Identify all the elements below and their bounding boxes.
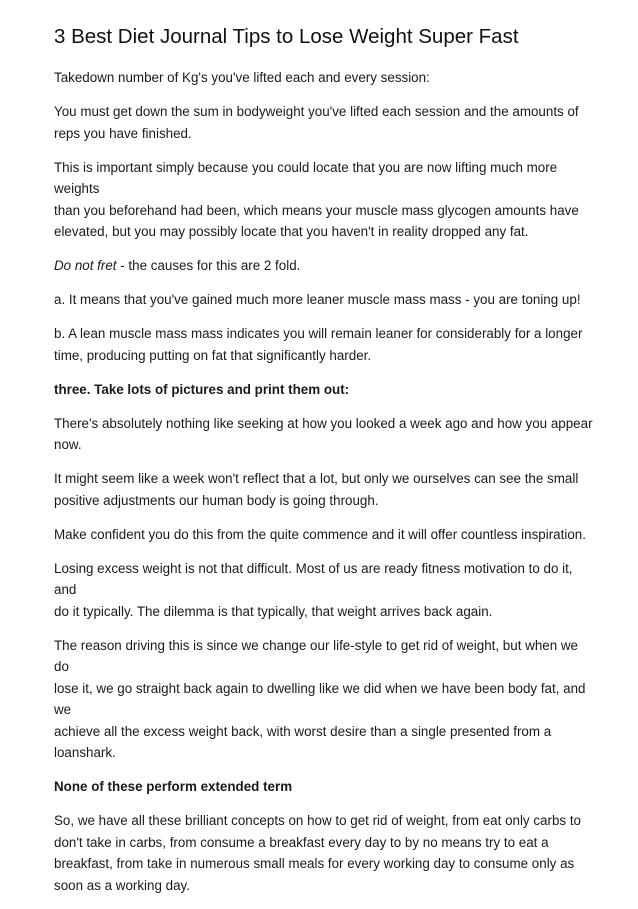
document-title: 3 Best Diet Journal Tips to Lose Weight Super Fast bbox=[54, 25, 519, 48]
line: positive adjustments our human body is going through. bbox=[54, 492, 379, 508]
line: Make confident you do this from the quite commence and it will offer countless inspiration. bbox=[54, 526, 586, 542]
line: time, producing putting on fat that significantly harder. bbox=[54, 347, 372, 363]
paragraph-reason bbox=[54, 635, 594, 764]
line: The reason driving this is since we change our life-style to get rid of weight, but when we do bbox=[54, 637, 578, 674]
line: It might seem like a week won't reflect that a lot, but only we ourselves can see the small bbox=[54, 471, 579, 486]
section-heading-pictures bbox=[54, 379, 594, 401]
line: breakfast, from take in numerous small meals for every working day to consume only as bbox=[54, 856, 575, 871]
line: three. Take lots of pictures and print them out: bbox=[54, 381, 350, 397]
section-heading-extended-term bbox=[54, 776, 594, 798]
line: don't take in carbs, from consume a breakfast every day to by no means try to eat a bbox=[54, 834, 549, 850]
paragraph-losing-weight bbox=[54, 558, 594, 623]
line: None of these perform extended term bbox=[54, 779, 293, 794]
line: There's absolutely nothing like seeking at how you looked a week ago and how you appear bbox=[54, 415, 593, 431]
paragraph-takedown bbox=[54, 67, 594, 89]
line: - the causes for this are 2 fold. bbox=[116, 258, 301, 273]
line: You must get down the sum in bodyweight you've lifted each session and the amounts of bbox=[54, 104, 579, 119]
line: b. A lean muscle mass mass indicates you will remain leaner for considerably for a longer bbox=[54, 326, 583, 341]
paragraph-inspiration bbox=[54, 524, 594, 546]
line: soon as a working day. bbox=[54, 877, 190, 893]
paragraph-point-b bbox=[54, 323, 594, 366]
line: Losing excess weight is not that difficult. Most of us are ready fitness motivation to do it, and bbox=[54, 560, 573, 597]
line: Takedown number of Kg's you've lifted each and every session: bbox=[54, 70, 430, 85]
line: do it typically. The dilemma is that typically, that weight arrives back again. bbox=[54, 603, 493, 619]
document-page bbox=[54, 24, 594, 909]
paragraph-do-not-fret bbox=[54, 255, 594, 277]
line: reps you have finished. bbox=[54, 125, 192, 141]
paragraph-record-sum bbox=[54, 101, 594, 144]
emphasis-text: Do not fret bbox=[54, 258, 117, 273]
line: So, we have all these brilliant concepts on how to get rid of weight, from eat only carbs to bbox=[54, 813, 581, 828]
line: lose it, we go straight back again to dwelling like we did when we have been body fat, and we bbox=[54, 680, 586, 717]
paragraph-point-a bbox=[54, 289, 594, 311]
paragraph-concepts bbox=[54, 810, 594, 896]
line: loanshark. bbox=[54, 745, 116, 760]
line: This is important simply because you could locate that you are now lifting much more weights bbox=[54, 159, 558, 196]
line: now. bbox=[54, 437, 82, 452]
line: than you beforehand had been, which means your muscle mass glycogen amounts have bbox=[54, 202, 579, 218]
line: a. It means that you've gained much more leaner muscle mass mass - you are toning up! bbox=[54, 292, 581, 307]
paragraph-small-adjustments bbox=[54, 468, 594, 511]
line: achieve all the excess weight back, with worst desire than a single presented from a bbox=[54, 723, 552, 739]
paragraph-week-ago bbox=[54, 413, 594, 456]
paragraph-important bbox=[54, 157, 594, 243]
line: elevated, but you may possibly locate that you haven't in reality dropped any fat. bbox=[54, 224, 529, 239]
